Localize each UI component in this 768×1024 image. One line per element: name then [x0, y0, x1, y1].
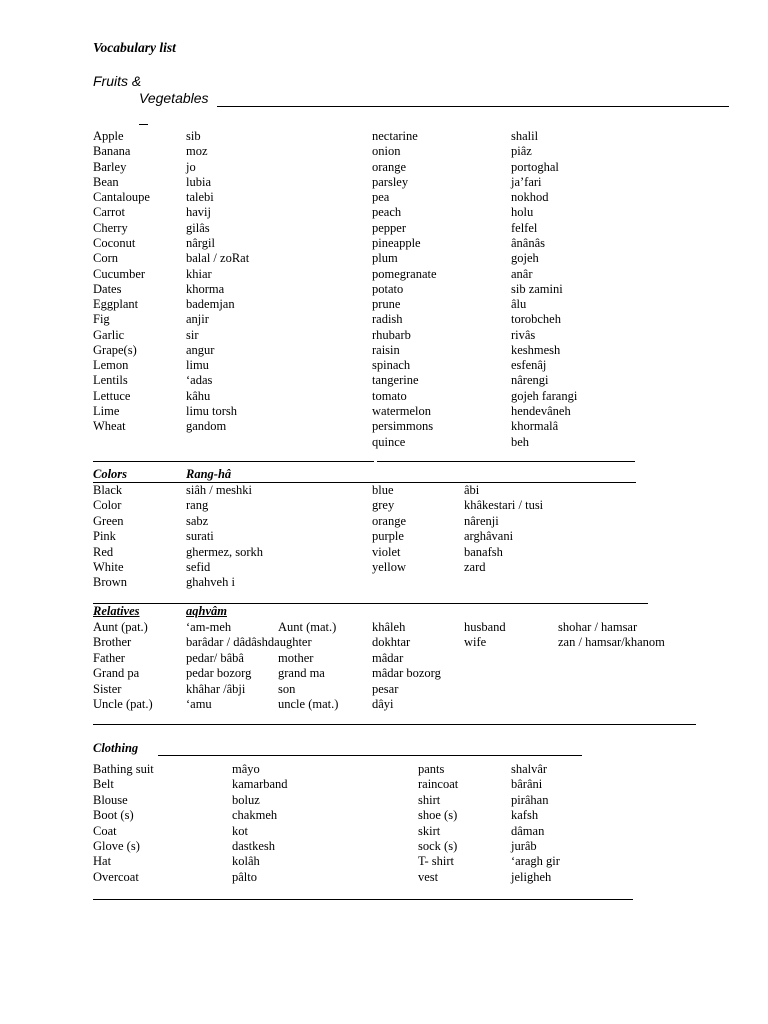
clothing-right-cell: raincoat — [418, 777, 459, 792]
clothing-left-cell: Overcoat — [93, 869, 139, 884]
clothing-left-cell: mâyo — [232, 762, 260, 776]
vocab-left-cell: limu — [186, 358, 209, 373]
relative-cell: khâhar /âbji — [186, 681, 246, 696]
clothing-right-cell: jurâb — [511, 839, 537, 853]
vocab-right-cell: raisin — [372, 342, 400, 357]
color-left-cell: White — [93, 560, 124, 574]
clothing-right-cell: pirâhan — [511, 792, 549, 807]
vocab-left-cell: Grape(s) — [93, 342, 137, 357]
relative-cell: mother — [278, 650, 314, 665]
clothing-right-cell: jeligheh — [511, 869, 552, 884]
clothing-right-cell: pants — [418, 762, 445, 776]
vocab-left-cell: nârgil — [186, 235, 215, 250]
colors-heading-persian: Rang-hâ — [186, 467, 232, 481]
relative-cell: Brother — [93, 635, 132, 650]
vocab-right-cell: shalil — [511, 129, 539, 143]
color-right-cell: violet — [372, 544, 401, 559]
color-left-cell: Black — [93, 483, 123, 497]
vocab-left-cell: Cucumber — [93, 266, 146, 281]
vocab-right-cell: nectarine — [372, 129, 418, 143]
clothing-heading-rule — [158, 755, 582, 756]
vocab-right-cell: nârengi — [511, 373, 549, 388]
vocab-right-cell: prune — [372, 297, 401, 312]
clothing-left-cell: Belt — [93, 777, 114, 792]
vocab-right-cell: esfenâj — [511, 358, 547, 373]
vocab-left-cell: kâhu — [186, 388, 211, 403]
vocab-right-cell: holu — [511, 205, 534, 220]
relative-cell: ‘am-meh — [186, 620, 232, 634]
relative-cell: shohar / hamsar — [558, 620, 638, 634]
vocab-right-cell: anâr — [511, 266, 533, 281]
vocab-left-cell: angur — [186, 342, 215, 357]
vocab-right-cell: onion — [372, 144, 401, 159]
color-left-cell: sabz — [186, 513, 209, 528]
vocab-right-cell: piâz — [511, 144, 532, 159]
section-divider — [93, 899, 633, 900]
vocab-left-cell: bademjan — [186, 297, 235, 312]
color-left-cell: Color — [93, 498, 122, 513]
vocab-right-cell: pea — [372, 190, 390, 205]
vocab-left-cell: Bean — [93, 174, 119, 189]
color-right-cell: orange — [372, 513, 407, 528]
vocab-right-cell: rivâs — [511, 327, 536, 342]
clothing-left-cell: pâlto — [232, 869, 257, 884]
vocab-right-cell: hendevâneh — [511, 404, 571, 419]
vocab-right-cell: pomegranate — [372, 266, 437, 281]
vocab-right-cell: tangerine — [372, 373, 419, 388]
fruits-heading-rule-short — [139, 124, 148, 125]
vocab-right-cell: portoghal — [511, 159, 559, 174]
clothing-right-cell: ‘aragh gir — [511, 854, 560, 869]
relative-cell: mâdar bozorg — [372, 666, 441, 681]
vocab-left-cell: limu torsh — [186, 404, 238, 419]
vocab-right-cell: orange — [372, 159, 407, 174]
relative-cell: wife — [464, 635, 487, 650]
vocab-right-cell: pineapple — [372, 235, 421, 250]
color-right-cell: blue — [372, 483, 394, 497]
color-left-cell: rang — [186, 498, 209, 513]
relative-cell: khâleh — [372, 620, 406, 634]
vocab-right-cell: gojeh farangi — [511, 388, 578, 403]
vocab-left-cell: Fig — [93, 312, 110, 327]
relative-cell: zan / hamsar/khanom — [558, 635, 665, 650]
color-right-cell: âbi — [464, 483, 480, 497]
relative-cell: husband — [464, 620, 506, 634]
color-right-cell: khâkestari / tusi — [464, 498, 544, 513]
vocab-left-cell: jo — [186, 159, 196, 174]
vocab-right-cell: ja’fari — [511, 174, 542, 189]
section-divider — [377, 461, 635, 462]
fruits-heading-rule — [217, 106, 729, 107]
vocab-right-cell: plum — [372, 251, 398, 266]
relative-cell: pedar/ bâbâ — [186, 650, 244, 665]
relative-cell: barâdar / dâdâshdaughter — [186, 635, 312, 650]
vocab-right-cell: ânânâs — [511, 235, 546, 250]
vocab-right-cell: nokhod — [511, 190, 549, 205]
vocab-right-cell: persimmons — [372, 419, 434, 434]
vocab-right-cell: peach — [372, 205, 402, 220]
color-right-cell: nârenji — [464, 513, 499, 528]
section-divider — [93, 603, 648, 604]
vocab-right-cell: pepper — [372, 220, 407, 235]
vocab-right-cell: spinach — [372, 358, 411, 373]
vocab-left-cell: Coconut — [93, 235, 136, 250]
vocab-right-cell: quince — [372, 434, 406, 449]
color-right-cell: grey — [372, 498, 395, 513]
clothing-left-cell: kolâh — [232, 854, 260, 869]
vocab-right-cell: beh — [511, 434, 530, 449]
vocab-left-cell: talebi — [186, 190, 214, 205]
vocab-left-cell: ‘adas — [186, 373, 213, 388]
relative-cell: Aunt (pat.) — [93, 620, 148, 634]
colors-heading-rule — [93, 482, 636, 483]
color-left-cell: siâh / meshki — [186, 483, 252, 497]
vocab-right-cell: watermelon — [372, 404, 432, 419]
vocab-left-cell: gilâs — [186, 220, 210, 235]
fruits-heading-line1: Fruits & — [93, 73, 142, 89]
color-right-cell: zard — [464, 560, 486, 574]
vocab-right-cell: khormalâ — [511, 419, 559, 434]
clothing-left-cell: chakmeh — [232, 808, 278, 823]
clothing-left-cell: dastkesh — [232, 839, 276, 853]
relative-cell: son — [278, 681, 296, 696]
vocab-left-cell: Dates — [93, 281, 122, 296]
vocab-left-cell: Cherry — [93, 220, 128, 235]
clothing-left-cell: Blouse — [93, 792, 128, 807]
fruits-heading-line2: Vegetables — [139, 90, 209, 106]
vocab-left-cell: Corn — [93, 251, 118, 266]
vocab-right-cell: felfel — [511, 220, 538, 235]
vocab-left-cell: gandom — [186, 419, 227, 434]
vocab-left-cell: Cantaloupe — [93, 190, 150, 205]
clothing-left-cell: Boot (s) — [93, 808, 134, 823]
vocab-right-cell: parsley — [372, 174, 409, 189]
vocab-left-cell: khiar — [186, 266, 212, 281]
vocab-left-cell: Apple — [93, 129, 124, 143]
relative-cell: Sister — [93, 681, 122, 696]
document-title: Vocabulary list — [93, 40, 176, 55]
vocab-left-cell: Carrot — [93, 205, 125, 220]
relatives-heading-persian: aqhvâm — [186, 604, 227, 618]
vocab-left-cell: khorma — [186, 281, 225, 296]
relative-cell: Uncle (pat.) — [93, 697, 153, 711]
vocab-right-cell: sib zamini — [511, 281, 563, 296]
vocab-right-cell: potato — [372, 281, 404, 296]
section-divider — [93, 724, 696, 725]
clothing-right-cell: bârâni — [511, 777, 543, 792]
vocab-left-cell: Lentils — [93, 373, 128, 388]
vocab-right-cell: gojeh — [511, 251, 539, 266]
vocab-right-cell: âlu — [511, 297, 527, 312]
vocab-left-cell: sir — [186, 327, 199, 342]
color-right-cell: arghâvani — [464, 529, 514, 544]
clothing-left-cell: Bathing suit — [93, 762, 154, 776]
vocab-right-cell: torobcheh — [511, 312, 561, 327]
vocab-left-cell: Garlic — [93, 327, 125, 342]
color-left-cell: Pink — [93, 529, 116, 544]
vocab-left-cell: Lettuce — [93, 388, 131, 403]
clothing-left-cell: Glove (s) — [93, 839, 140, 853]
relative-cell: dâyi — [372, 697, 394, 711]
clothing-right-cell: skirt — [418, 823, 441, 838]
vocab-right-cell: rhubarb — [372, 327, 411, 342]
relative-cell: grand ma — [278, 666, 325, 681]
clothing-right-cell: vest — [418, 869, 439, 884]
clothing-left-cell: boluz — [232, 792, 260, 807]
clothing-right-cell: T- shirt — [418, 854, 454, 869]
clothing-right-cell: dâman — [511, 823, 545, 838]
vocab-left-cell: Banana — [93, 144, 131, 159]
colors-heading: Colors — [93, 467, 128, 481]
color-left-cell: ghahveh i — [186, 575, 235, 590]
vocab-right-cell: tomato — [372, 388, 407, 403]
color-left-cell: Green — [93, 513, 124, 528]
vocab-left-cell: moz — [186, 144, 208, 159]
color-left-cell: ghermez, sorkh — [186, 544, 264, 559]
vocab-left-cell: havij — [186, 205, 211, 220]
clothing-left-cell: Hat — [93, 854, 112, 869]
vocab-left-cell: Eggplant — [93, 297, 139, 312]
relative-cell: Grand pa — [93, 666, 140, 681]
section-divider — [93, 461, 374, 462]
vocab-right-cell: keshmesh — [511, 342, 561, 357]
vocab-left-cell: lubia — [186, 174, 211, 189]
color-right-cell: banafsh — [464, 544, 503, 559]
color-left-cell: sefid — [186, 560, 211, 574]
relative-cell: uncle (mat.) — [278, 697, 339, 711]
vocab-left-cell: balal / zoRat — [186, 251, 250, 266]
clothing-right-cell: shalvâr — [511, 762, 548, 776]
color-left-cell: surati — [186, 529, 214, 544]
relative-cell: mâdar — [372, 650, 404, 665]
vocab-left-cell: anjir — [186, 312, 209, 327]
color-right-cell: purple — [372, 529, 404, 544]
relative-cell: Father — [93, 650, 125, 665]
color-right-cell: yellow — [372, 560, 407, 574]
color-left-cell: Brown — [93, 575, 128, 590]
clothing-right-cell: shirt — [418, 792, 441, 807]
clothing-left-cell: kamarband — [232, 777, 288, 792]
relatives-heading: Relatives — [93, 604, 140, 618]
vocab-right-cell: radish — [372, 312, 403, 327]
vocab-left-cell: sib — [186, 129, 201, 143]
relative-cell: dokhtar — [372, 635, 411, 650]
clothing-left-cell: Coat — [93, 823, 117, 838]
clothing-right-cell: sock (s) — [418, 839, 458, 853]
vocab-left-cell: Wheat — [93, 419, 126, 434]
relative-cell: ‘amu — [186, 697, 212, 711]
relative-cell: pesar — [372, 681, 399, 696]
clothing-left-cell: kot — [232, 823, 248, 838]
clothing-right-cell: shoe (s) — [418, 808, 458, 823]
color-left-cell: Red — [93, 544, 114, 559]
clothing-right-cell: kafsh — [511, 808, 539, 823]
relative-cell: Aunt (mat.) — [278, 620, 337, 634]
clothing-heading: Clothing — [93, 741, 139, 755]
vocab-left-cell: Lime — [93, 404, 120, 419]
vocab-left-cell: Lemon — [93, 358, 129, 373]
vocab-left-cell: Barley — [93, 159, 127, 174]
relative-cell: pedar bozorg — [186, 666, 252, 681]
